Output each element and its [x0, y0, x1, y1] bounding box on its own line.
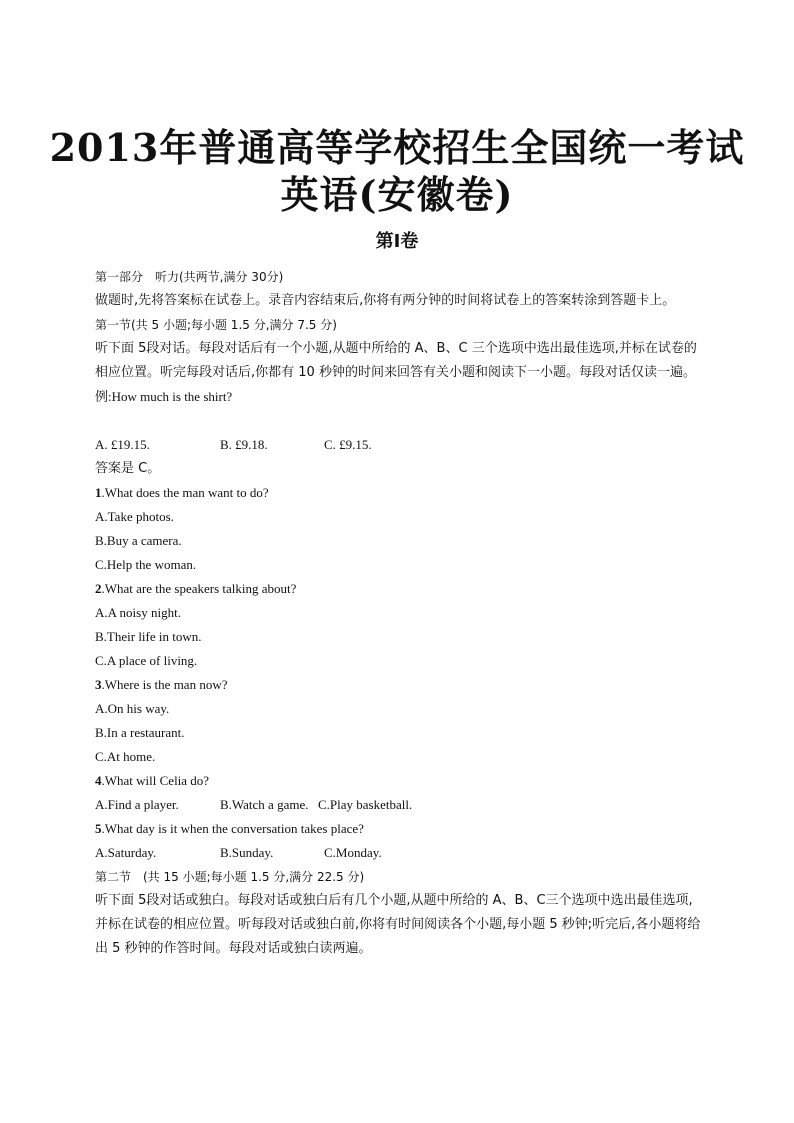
- part1-instruction: 做题时,先将答案标在试卷上。录音内容结束后,你将有两分钟的时间将试卷上的答案转涂到答题卡上。: [95, 293, 676, 308]
- question-2: 2.What are the speakers talking about?: [95, 581, 297, 596]
- exam-body: [95, 265, 703, 961]
- q4-option-a: A.Find a player.: [95, 797, 179, 812]
- example-option-a: A. £19.15.: [95, 437, 150, 452]
- q5-option-b: B.Sunday.: [220, 845, 274, 860]
- q3-option-b: B.In a restaurant.: [95, 725, 185, 740]
- q3-option-a: A.On his way.: [95, 701, 170, 716]
- section2-instruction: 听下面 5段对话或独白。每段对话或独白后有几个小题,从题中所给的 A、B、C三个选项中选出最佳选项,并标在试卷的相应位置。听每段对话或独白前,你将有时间阅读各个小题,每小题 5 秒钟;听完后,各小题将给出 5 秒钟的作答时间。每段对话或独白读两遍。: [95, 893, 701, 956]
- q1-option-a: A.Take photos.: [95, 509, 174, 524]
- section1-heading: 第一节(共 5 小题;每小题 1.5 分,满分 7.5 分): [95, 318, 337, 332]
- section2-heading: 第二节 (共 15 小题;每小题 1.5 分,满分 22.5 分): [95, 870, 365, 884]
- q1-option-b: B.Buy a camera.: [95, 533, 182, 548]
- q5-options: [95, 841, 703, 865]
- example-options: [95, 433, 703, 457]
- example-answer: 答案是 C。: [95, 461, 161, 476]
- example-option-c: C. £9.15.: [324, 437, 372, 452]
- q5-option-c: C.Monday.: [324, 845, 382, 860]
- example-question: 例:How much is the shirt?: [95, 389, 233, 404]
- part1-heading: 第一部分 听力(共两节,满分 30分): [95, 270, 284, 284]
- q2-option-c: C.A place of living.: [95, 653, 198, 668]
- exam-subtitle: 英语(安徽卷): [280, 172, 514, 217]
- question-1: 1.What does the man want to do?: [95, 485, 269, 500]
- exam-title: 2013年普通高等学校招生全国统一考试: [49, 125, 745, 170]
- example-option-b: B. £9.18.: [220, 437, 268, 452]
- q2-option-a: A.A noisy night.: [95, 605, 181, 620]
- q3-option-c: C.At home.: [95, 749, 156, 764]
- q4-option-c: C.Play basketball.: [318, 797, 413, 812]
- question-3: 3.Where is the man now?: [95, 677, 228, 692]
- q2-option-b: B.Their life in town.: [95, 629, 202, 644]
- question-5: 5.What day is it when the conversation takes place?: [95, 821, 364, 836]
- q5-option-a: A.Saturday.: [95, 845, 157, 860]
- question-4: 4.What will Celia do?: [95, 773, 210, 788]
- volume-label: 第Ⅰ卷: [375, 231, 419, 252]
- q4-option-b: B.Watch a game.: [220, 797, 309, 812]
- q4-options: [95, 793, 703, 817]
- section1-instruction: 听下面 5段对话。每段对话后有一个小题,从题中所给的 A、B、C 三个选项中选出最佳选项,并标在试卷的相应位置。听完每段对话后,你都有 10 秒钟的时间来回答有关小题和阅读下一小题。每段对话仅读一遍。: [95, 341, 697, 380]
- q1-option-c: C.Help the woman.: [95, 557, 197, 572]
